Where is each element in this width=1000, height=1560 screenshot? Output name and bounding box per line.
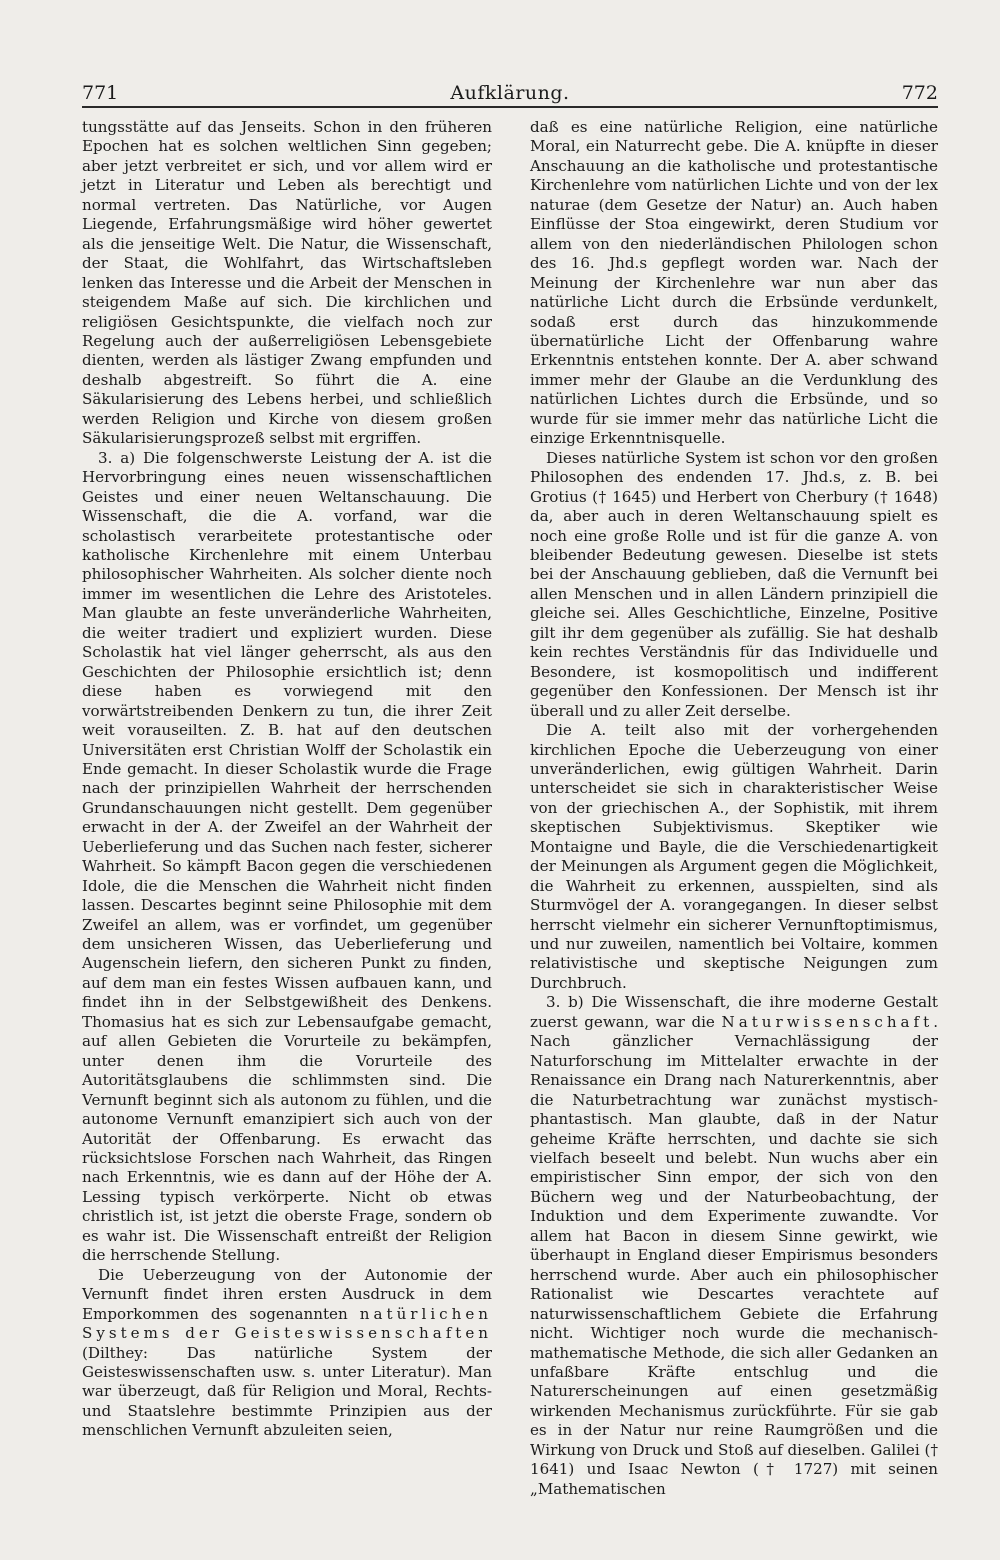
paragraph-text: . Nach gänzlicher Vernachlässigung der Naturforschung im Mittelalter erwachte in der Renaissance ein Drang nach Naturerkenntnis, aber die Naturbetrachtung war zunächst mystisch-phantastisch. Man glaubte, daß in der Natur geheime Kräfte herrschten, und dachte sie sich vielfach beseelt und belebt. Nun wuchs aber ein empiristischer Sinn empor, der sich von den Büchern weg und der Naturbeobachtung, der Induktion und dem Experimente zuwandte. Vor allem hat Bacon in diesem Sinne gewirkt, wie überhaupt in England dieser Empirismus besonders herrschend wurde. Aber auch ein philosophischer Rationalist wie Descartes verachtete auf naturwissenschaftlichem Gebiete die Erfahrung nicht. Wichtiger noch wurde die mechanisch-mathematische Methode, die sich aller Gedanken an unfaßbare Kräfte entschlug und die Naturerscheinungen auf einen gesetzmäßig wirkenden Mechanismus zurückführte. Für sie gab es in der Natur nur reine Raumgrößen und die Wirkung von Druck und Stoß auf dieselben. Galilei († 1641) und Isaac Newton († 1727) mit seinen „Mathematischen — [530, 1012, 938, 1498]
paragraph — [82, 1266, 492, 1441]
paragraph: Die A. teilt also mit der vorhergehenden kirchlichen Epoche die Ueberzeugung von einer unveränderlichen, ewig gültigen Wahrheit. Darin unterscheidet sie sich in charakteristischer Weise von der griechischen A., der Sophistik, mit ihrem skeptischen Subjektivismus. Skeptiker wie Montaigne und Bayle, die die Verschiedenartigkeit der Meinungen als Argument gegen die Möglichkeit, die Wahrheit zu erkennen, ausspielten, sind als Sturmvögel der A. vorangegangen. In dieser selbst herrscht vielmehr ein sicherer Vernunftoptimismus, und nur zuweilen, namentlich bei Voltaire, kommen relativistische und skeptische Neigungen zum Durchbruch. — [530, 721, 938, 992]
paragraph-text: (Dilthey: Das natürliche System der Geisteswissenschaften usw. s. unter Literatur). Man war überzeugt, daß für Religion und Moral, Rechts- und Staatslehre bestimmte Prinzipien aus der menschlichen Vernunft abzuleiten seien, — [82, 1343, 492, 1440]
paragraph: tungsstätte auf das Jenseits. Schon in den früheren Epochen hat es solchen weltlichen Sinn gegeben; aber jetzt verbreitet er sich, und vor allem wird er jetzt in Literatur und Leben als berechtigt und normal vertreten. Das Natürliche, vor Augen Liegende, Erfahrungsmäßige wird höher gewertet als die jenseitige Welt. Die Natur, die Wissenschaft, der Staat, die Wohlfahrt, das Wirtschaftsleben lenken das Interesse und die Arbeit der Menschen in steigendem Maße auf sich. Die kirchlichen und religiösen Gesichtspunkte, die vielfach noch zur Regelung auch der außerreligiösen Lebensgebiete dienten, werden als lästiger Zwang empfunden und deshalb abgestreift. So führt die A. eine Säkularisierung des Lebens herbei, und schließlich werden Religion und Kirche von diesem großen Säkularisierungsprozeß selbst mit ergriffen. — [82, 118, 492, 448]
emphasized-term: natürlichen Systems der Geisteswissenschaften — [82, 1304, 492, 1343]
paragraph — [530, 993, 938, 1499]
paragraph: Dieses natürliche System ist schon vor den großen Philosophen des endenden 17. Jhd.s, z. B. bei Grotius († 1645) und Herbert von Cherbury († 1648) da, aber auch in deren Weltanschauung spielt es noch eine große Rolle und ist für die ganze A. von bleibender Bedeutung gewesen. Dieselbe ist stets bei der Anschauung geblieben, daß die Vernunft bei allen Menschen und in allen Ländern prinzipiell die gleiche sei. Alles Geschichtliche, Einzelne, Positive gilt ihr dem gegenüber als zufällig. Sie hat deshalb kein rechtes Verständnis für das Individuelle und Besondere, ist kosmopolitisch und indifferent gegenüber den Konfessionen. Der Mensch ist ihr überall und zu aller Zeit derselbe. — [530, 448, 938, 720]
paragraph: 3. a) Die folgenschwerste Leistung der A. ist die Hervorbringung eines neuen wissenschaftlichen Geistes und einer neuen Weltanschauung. Die Wissenschaft, die die A. vorfand, war die scholastisch verarbeitete protestantische oder katholische Kirchenlehre mit einem Unterbau philosophischer Wahrheiten. Als solcher diente noch immer im wesentlichen die Lehre des Aristoteles. Man glaubte an feste unveränderliche Wahrheiten, die weiter tradiert und expliziert wurden. Diese Scholastik hat viel länger geherrscht, als aus den Geschichten der Philosophie ersichtlich ist; denn diese haben es vorwiegend mit den vorwärtstreibenden Denkern zu tun, die ihrer Zeit weit vorauseilten. Z. B. hat auf den deutschen Universitäten erst Christian Wolff der Scholastik ein Ende gemacht. In dieser Scholastik wurde die Frage nach der prinzipiellen Wahrheit der herrschenden Grundanschauungen nicht gestellt. Dem gegenüber erwacht in der A. der Zweifel an der Wahrheit der Ueberlieferung und das Suchen nach fester, sicherer Wahrheit. So kämpft Bacon gegen die verschiedenen Idole, die die Menschen die Wahrheit nicht finden lassen. Descartes beginnt seine Philosophie mit dem Zweifel an allem, was er vorfindet, um gegenüber dem unsicheren Wissen, das Ueberlieferung und Augenschein liefern, den sicheren Punkt zu finden, auf dem man ein festes Wissen aufbauen kann, und findet ihn in der Selbstgewißheit des Denkens. Thomasius hat es sich zur Lebensaufgabe gemacht, auf allen Gebieten die Vorurteile zu bekämpfen, unter denen ihm die Vorurteile des Autoritätsglaubens die schlimmsten sind. Die Vernunft beginnt sich als autonom zu fühlen, und die autonome Vernunft emanzipiert sich auch von der Autorität der Offenbarung. Es erwacht das rücksichtslose Forschen nach Wahrheit, das Ringen nach Erkenntnis, wie es dann auf der Höhe der A. Lessing typisch verkörperte. Nicht ob etwas christlich ist, ist jetzt die oberste Frage, sondern ob es wahr ist. Die Wissenschaft entreißt der Religion die herrschende Stellung. — [82, 448, 492, 1265]
right-column — [530, 118, 938, 1499]
emphasized-term: Naturwissenschaft — [721, 1012, 934, 1031]
page-number-left: 771 — [82, 82, 119, 104]
page-number-right: 772 — [901, 82, 938, 104]
paragraph: daß es eine natürliche Religion, eine natürliche Moral, ein Naturrecht gebe. Die A. knüpfte in dieser Anschauung an die katholische und protestantische Kirchenlehre vom natürlichen Lichte und von der lex naturae (dem Gesetze der Natur) an. Auch haben Einflüsse der Stoa eingewirkt, deren Studium vor allem von den niederländischen Philologen schon des 16. Jhd.s gepflegt worden war. Nach der Meinung der Kirchenlehre war nun aber das natürliche Licht durch die Erbsünde verdunkelt, sodaß erst durch das hinzukommende übernatürliche Licht der Offenbarung wahre Erkenntnis entstehen konnte. Der A. aber schwand immer mehr der Glaube an die Verdunklung des natürlichen Lichtes durch die Erbsünde, und so wurde für sie immer mehr das natürliche Licht die einzige Erkenntnisquelle. — [530, 118, 938, 448]
running-title: Aufklärung. — [450, 82, 570, 104]
paragraph-text: 3. b) Die Wissenschaft, die ihre moderne Gestalt zuerst gewann, war die — [530, 993, 938, 1031]
left-column — [82, 118, 492, 1441]
header-rule — [82, 106, 938, 108]
paragraph-text: Die Ueberzeugung von der Autonomie der Vernunft findet ihren ersten Ausdruck in dem Emporkommen des sogenannten — [82, 1265, 492, 1323]
running-header — [82, 70, 938, 104]
